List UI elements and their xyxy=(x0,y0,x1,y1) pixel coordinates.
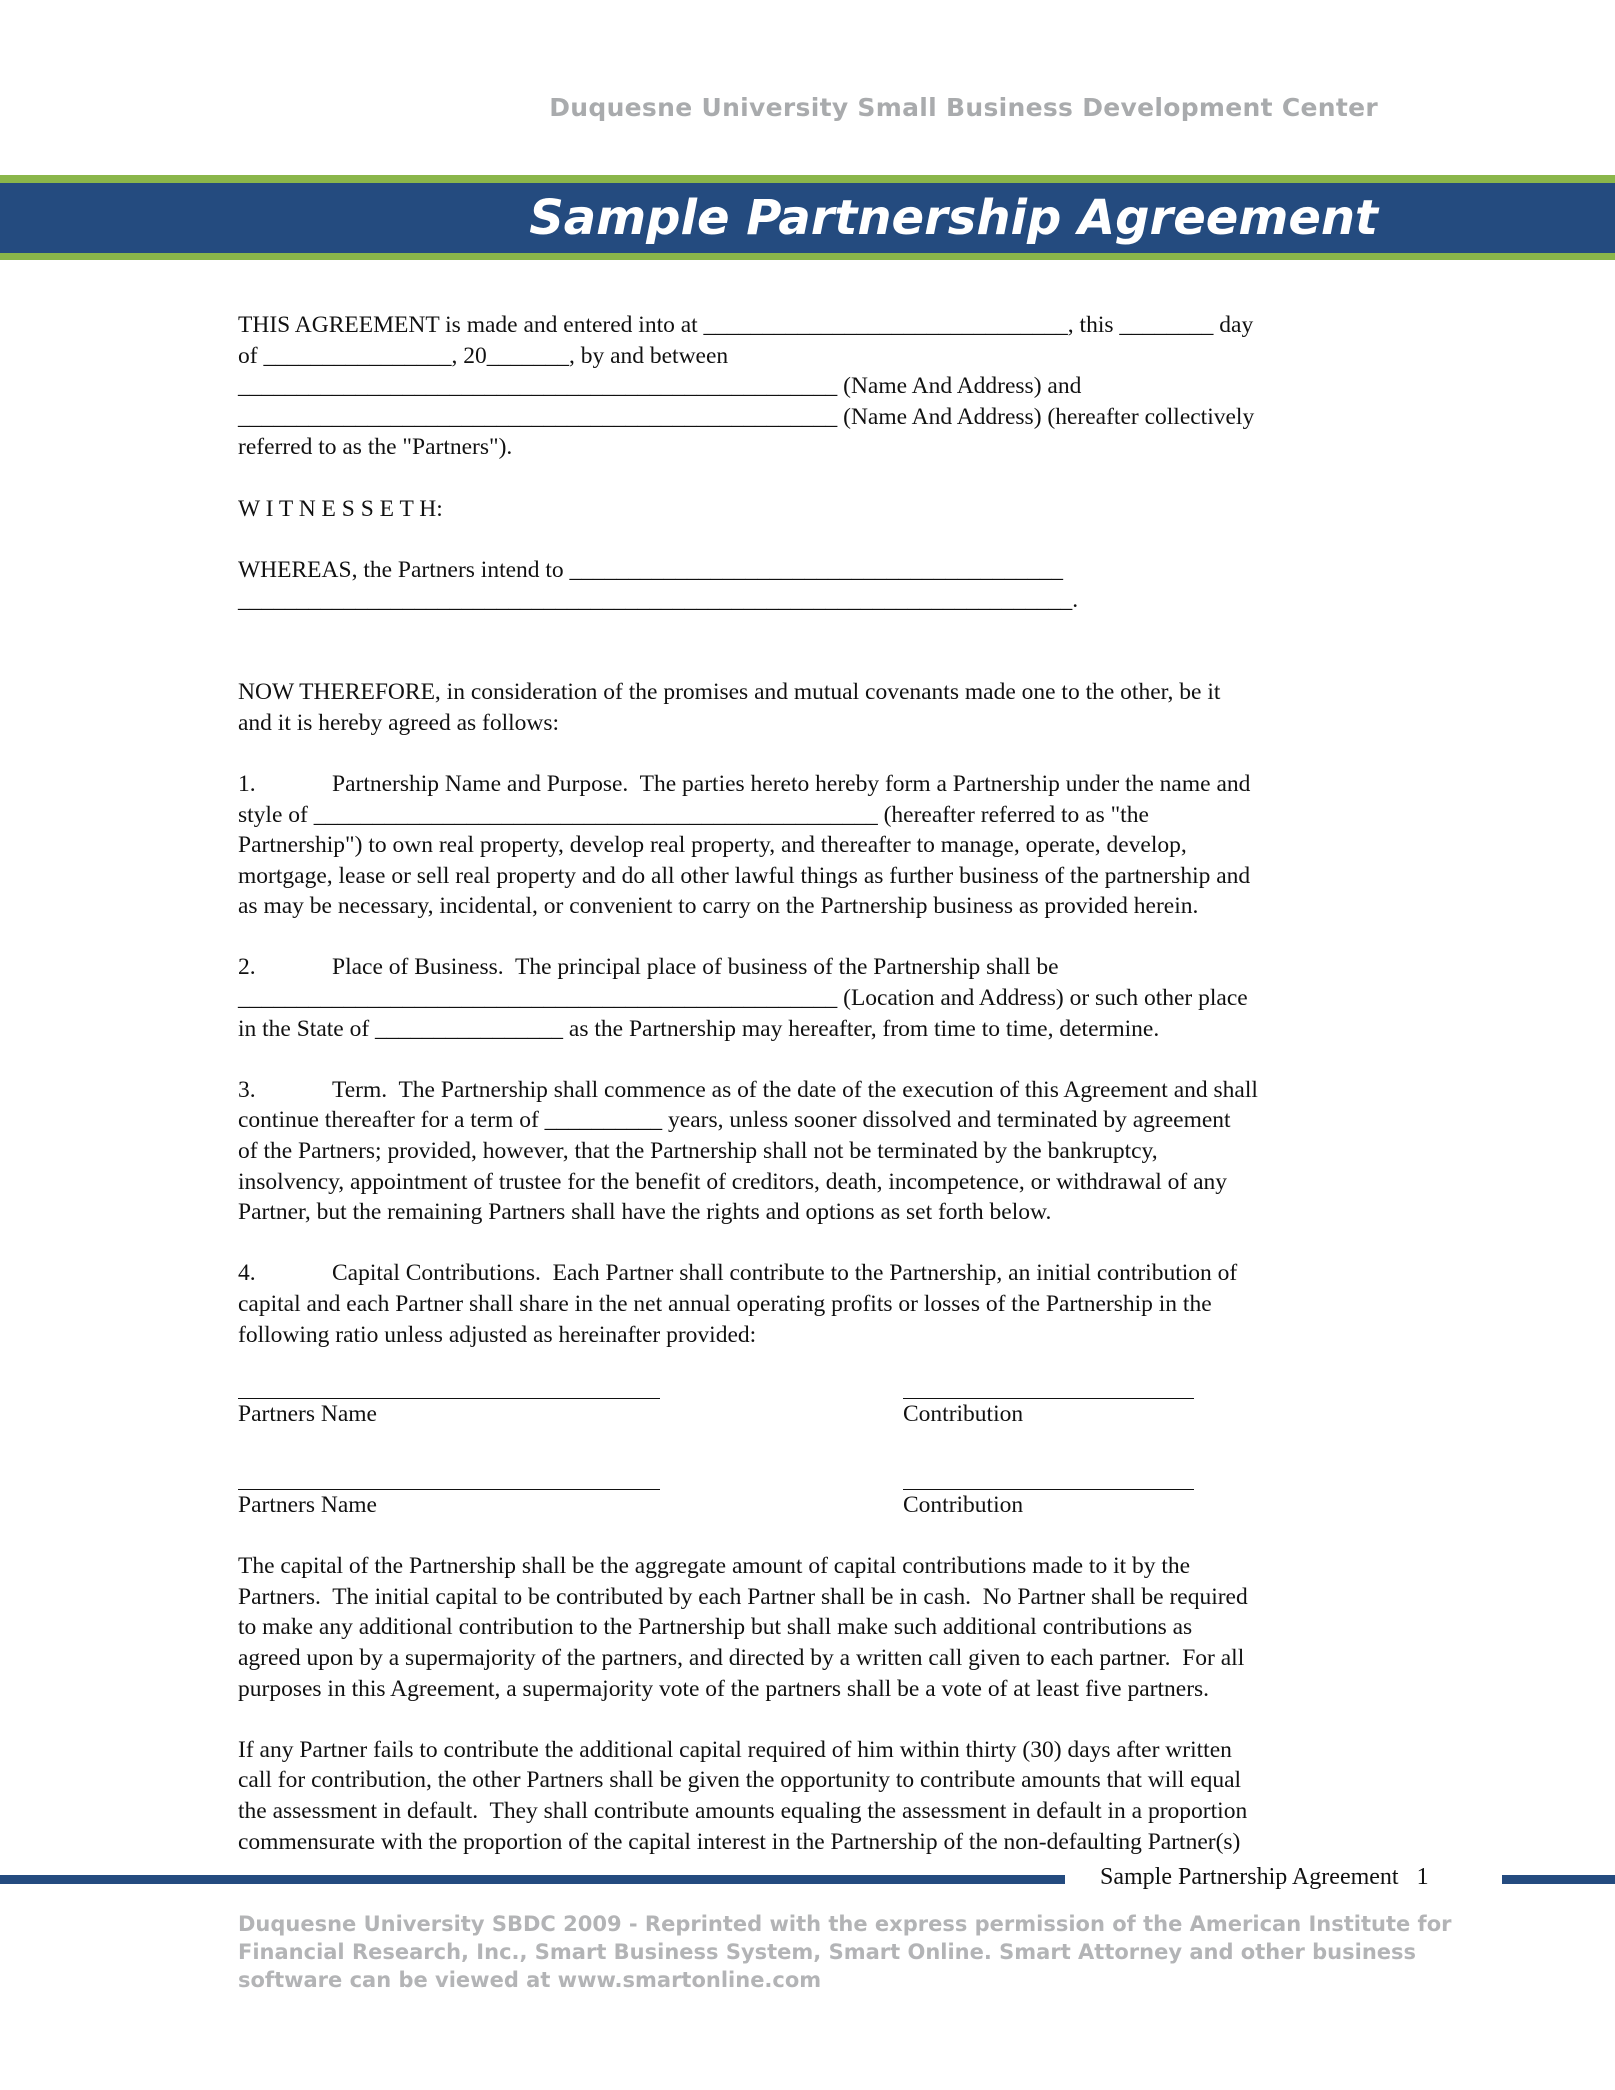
section-line: as may be necessary, incidental, or convenient to carry on the Partnership business as provided herein. xyxy=(238,893,1199,920)
credit-line: Financial Research, Inc., Smart Business System, Smart Online. Smart Attorney and other business xyxy=(238,1940,1417,1964)
paragraph-line: If any Partner fails to contribute the additional capital required of him within thirty (30) days after written xyxy=(238,1736,1232,1763)
section-line: capital and each Partner shall share in the net annual operating profits or losses of the Partnership in the xyxy=(238,1291,1212,1317)
center-name: Duquesne University Small Business Development Center xyxy=(549,93,1378,122)
intro-line: of ________________, 20_______, by and between xyxy=(238,342,729,369)
paragraph-line: commensurate with the proportion of the capital interest in the Partnership of the non-defaulting Partner(s) xyxy=(238,1828,1241,1855)
section-number: 1. xyxy=(238,770,256,797)
section-first-line: Capital Contributions. Each Partner shall contribute to the Partnership, an initial contribution of xyxy=(332,1260,1238,1287)
now-therefore-paragraph xyxy=(238,677,1388,738)
section-line: following ratio unless adjusted as hereinafter provided: xyxy=(238,1321,757,1348)
credit-line: software can be viewed at www.smartonline.com xyxy=(238,1968,822,1992)
agreement-body xyxy=(238,310,1388,1888)
section-number: 4. xyxy=(238,1260,256,1287)
paragraph-line: to make any additional contribution to the Partnership but shall make such additional contributions as xyxy=(238,1614,1193,1641)
contribution-signature-row xyxy=(238,1368,1388,1459)
spacer xyxy=(238,647,1388,678)
partner-name-blank[interactable] xyxy=(238,1459,660,1490)
section-term xyxy=(238,1075,1388,1228)
intro-line: ___________________________________________________ (Name And Address) and xyxy=(238,373,1082,400)
credit-line: Duquesne University SBDC 2009 - Reprinted with the express permission of the American Institute for xyxy=(238,1912,1452,1936)
contribution-signature-row xyxy=(238,1459,1388,1551)
witnesseth-text: W I T N E S S E T H: xyxy=(238,495,443,522)
contribution-label: Contribution xyxy=(903,1491,1024,1518)
partner-name-label: Partners Name xyxy=(238,1491,377,1518)
footer-rule-right xyxy=(1502,1875,1615,1884)
paragraph-line: purposes in this Agreement, a supermajority vote of the partners shall be a vote of at least five partners. xyxy=(238,1675,1210,1702)
intro-paragraph xyxy=(238,310,1388,463)
section-number: 3. xyxy=(238,1076,256,1103)
footer-credit xyxy=(238,1910,1452,1994)
section-line: continue thereafter for a term of __________ years, unless sooner dissolved and terminated by agreement xyxy=(238,1107,1231,1134)
whereas-line: WHEREAS, the Partners intend to __________________________________________ xyxy=(238,556,1064,583)
footer-rule-left xyxy=(0,1875,1065,1884)
now-therefore-line: NOW THEREFORE, in consideration of the promises and mutual covenants made one to the other, be it xyxy=(238,679,1221,706)
section-line: Partner, but the remaining Partners shall have the rights and options as set forth below. xyxy=(238,1199,1052,1226)
now-therefore-line: and it is hereby agreed as follows: xyxy=(238,709,560,736)
section-partnership-name xyxy=(238,769,1388,922)
witnesseth-heading xyxy=(238,494,1388,525)
document-title: Sample Partnership Agreement xyxy=(529,190,1378,246)
section-line: of the Partners; provided, however, that the Partnership shall not be terminated by the bankruptcy, xyxy=(238,1138,1158,1165)
intro-line: ___________________________________________________ (Name And Address) (hereafter collectively xyxy=(238,403,1255,430)
paragraph-line: call for contribution, the other Partners shall be given the opportunity to contribute amounts that will equal xyxy=(238,1767,1242,1794)
section-line: Partnership") to own real property, develop real property, and thereafter to manage, operate, develop, xyxy=(238,832,1187,859)
section-first-line: Place of Business. The principal place of business of the Partnership shall be xyxy=(332,954,1059,981)
paragraph-line: the assessment in default. They shall contribute amounts equaling the assessment in default in a proportion xyxy=(238,1797,1248,1824)
partner-name-blank[interactable] xyxy=(238,1368,660,1399)
section-line: in the State of ________________ as the Partnership may hereafter, from time to time, determine. xyxy=(238,1015,1160,1042)
contribution-label: Contribution xyxy=(903,1400,1024,1427)
section-number: 2. xyxy=(238,954,256,981)
default-paragraph xyxy=(238,1735,1388,1857)
whereas-paragraph xyxy=(238,555,1388,616)
section-line: insolvency, appointment of trustee for the benefit of creditors, death, incompetence, or withdrawal of any xyxy=(238,1168,1228,1195)
partner-name-label: Partners Name xyxy=(238,1400,377,1427)
whereas-line: _______________________________________________________________________. xyxy=(238,587,1079,614)
section-line: ___________________________________________________ (Location and Address) or such other place xyxy=(238,985,1248,1012)
contribution-blank[interactable] xyxy=(903,1459,1194,1490)
paragraph-line: Partners. The initial capital to be contributed by each Partner shall be in cash. No Partner shall be required xyxy=(238,1583,1248,1610)
intro-line: THIS AGREEMENT is made and entered into at _______________________________, this ________ day xyxy=(238,312,1254,338)
capital-paragraph xyxy=(238,1551,1388,1704)
header-green-stripe-top xyxy=(0,175,1615,183)
paragraph-line: agreed upon by a supermajority of the partners, and directed by a written call given to each partner. For all xyxy=(238,1644,1245,1671)
paragraph-line: The capital of the Partnership shall be the aggregate amount of capital contributions made to it by the xyxy=(238,1553,1191,1580)
section-line: style of ________________________________________________ (hereafter referred to as "the xyxy=(238,801,1149,828)
section-first-line: Partnership Name and Purpose. The parties hereto hereby form a Partnership under the name and xyxy=(332,770,1251,797)
contribution-blank[interactable] xyxy=(903,1368,1194,1399)
section-place-of-business xyxy=(238,952,1388,1044)
footer-page-label: Sample Partnership Agreement 1 xyxy=(1100,1864,1429,1890)
section-first-line: Term. The Partnership shall commence as of the date of the execution of this Agreement and shall xyxy=(332,1076,1258,1103)
intro-line: referred to as the "Partners"). xyxy=(238,434,513,461)
section-capital-contributions xyxy=(238,1258,1388,1350)
header-green-stripe-bottom xyxy=(0,253,1615,260)
section-line: mortgage, lease or sell real property and do all other lawful things as further business of the partnership and xyxy=(238,862,1251,889)
